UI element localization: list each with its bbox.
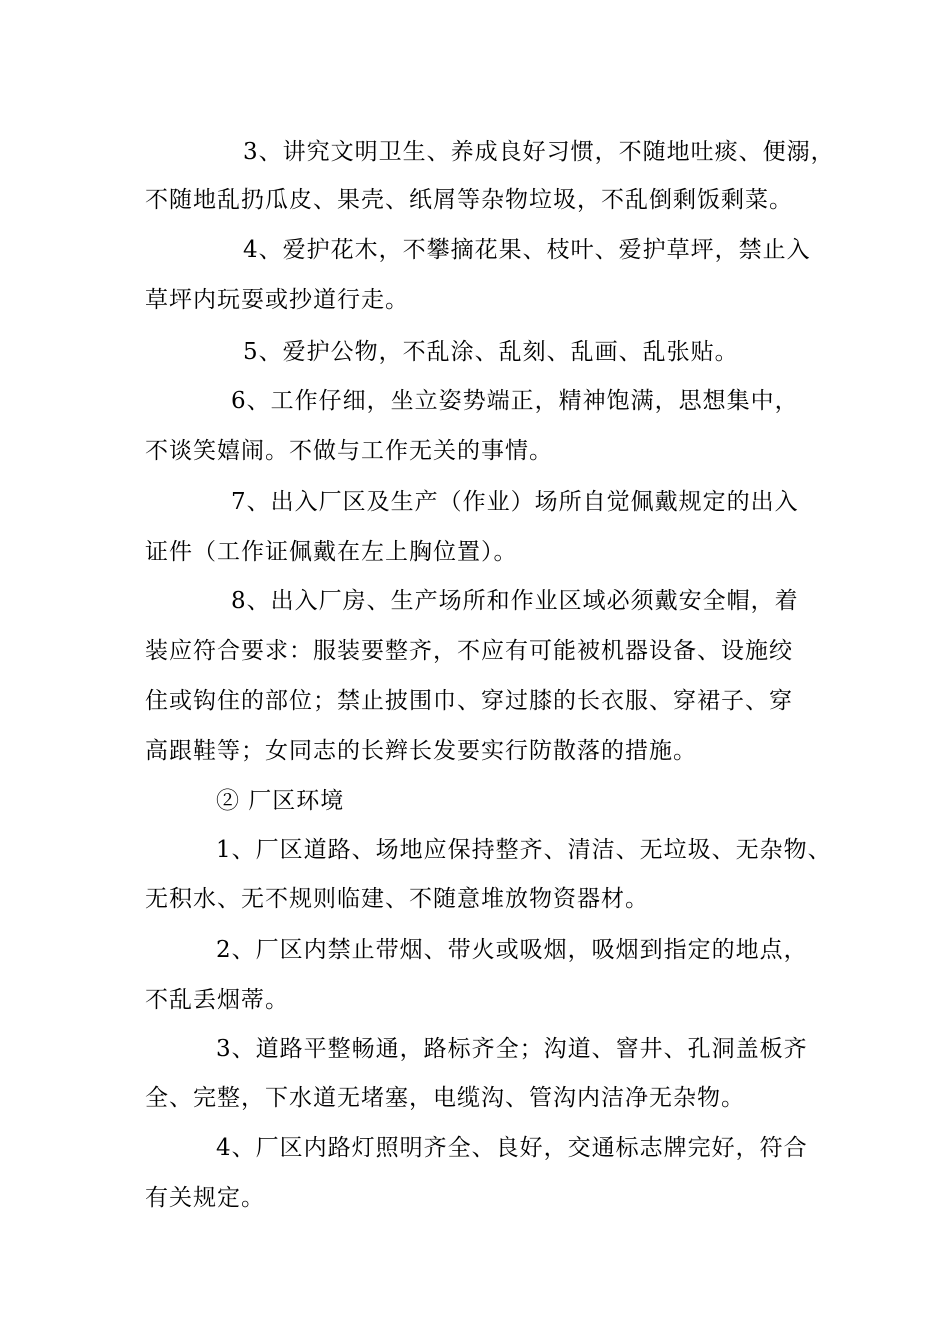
text-line: 不随地乱扔瓜皮、果壳、纸屑等杂物垃圾，不乱倒剩饭剩菜。 [145, 187, 793, 213]
text-line: 2、厂区内禁止带烟、带火或吸烟，吸烟到指定的地点， [216, 937, 808, 963]
text-line: 6、工作仔细，坐立姿势端正，精神饱满，思想集中， [231, 388, 799, 414]
text-line: 4、爱护花木，不攀摘花果、枝叶、爱护草坪，禁止入 [243, 237, 811, 263]
text-line: 草坪内玩耍或抄道行走。 [145, 287, 409, 313]
text-line: 3、讲究文明卫生、养成良好习惯，不随地吐痰、便溺， [243, 139, 835, 165]
text-line: 4、厂区内路灯照明齐全、良好，交通标志牌完好，符合 [216, 1135, 808, 1161]
text-line: 无积水、无不规则临建、不随意堆放物资器材。 [145, 886, 649, 912]
text-line: 有关规定。 [145, 1185, 265, 1211]
text-line: 7、出入厂区及生产（作业）场所自觉佩戴规定的出入 [231, 489, 799, 515]
text-line: 不谈笑嬉闹。不做与工作无关的事情。 [145, 438, 553, 464]
text-line: 证件（工作证佩戴在左上胸位置）。 [145, 539, 518, 565]
text-line: 装应符合要求：服装要整齐，不应有可能被机器设备、设施绞 [145, 638, 793, 664]
text-line: 住或钩住的部位；禁止披围巾、穿过膝的长衣服、穿裙子、穿 [145, 688, 793, 714]
text-line: 3、道路平整畅通，路标齐全；沟道、窨井、孔洞盖板齐 [216, 1036, 808, 1062]
text-line: 8、出入厂房、生产场所和作业区域必须戴安全帽，着 [231, 588, 799, 614]
section-heading: ② 厂区环境 [216, 788, 345, 814]
text-line: 5、爱护公物，不乱涂、乱刻、乱画、乱张贴。 [243, 339, 739, 365]
text-line: 1、厂区道路、场地应保持整齐、清洁、无垃圾、无杂物、 [216, 837, 832, 863]
text-line: 全、完整，下水道无堵塞，电缆沟、管沟内洁净无杂物。 [145, 1085, 745, 1111]
text-line: 高跟鞋等；女同志的长辫长发要实行防散落的措施。 [145, 738, 697, 764]
text-line: 不乱丢烟蒂。 [145, 987, 289, 1013]
